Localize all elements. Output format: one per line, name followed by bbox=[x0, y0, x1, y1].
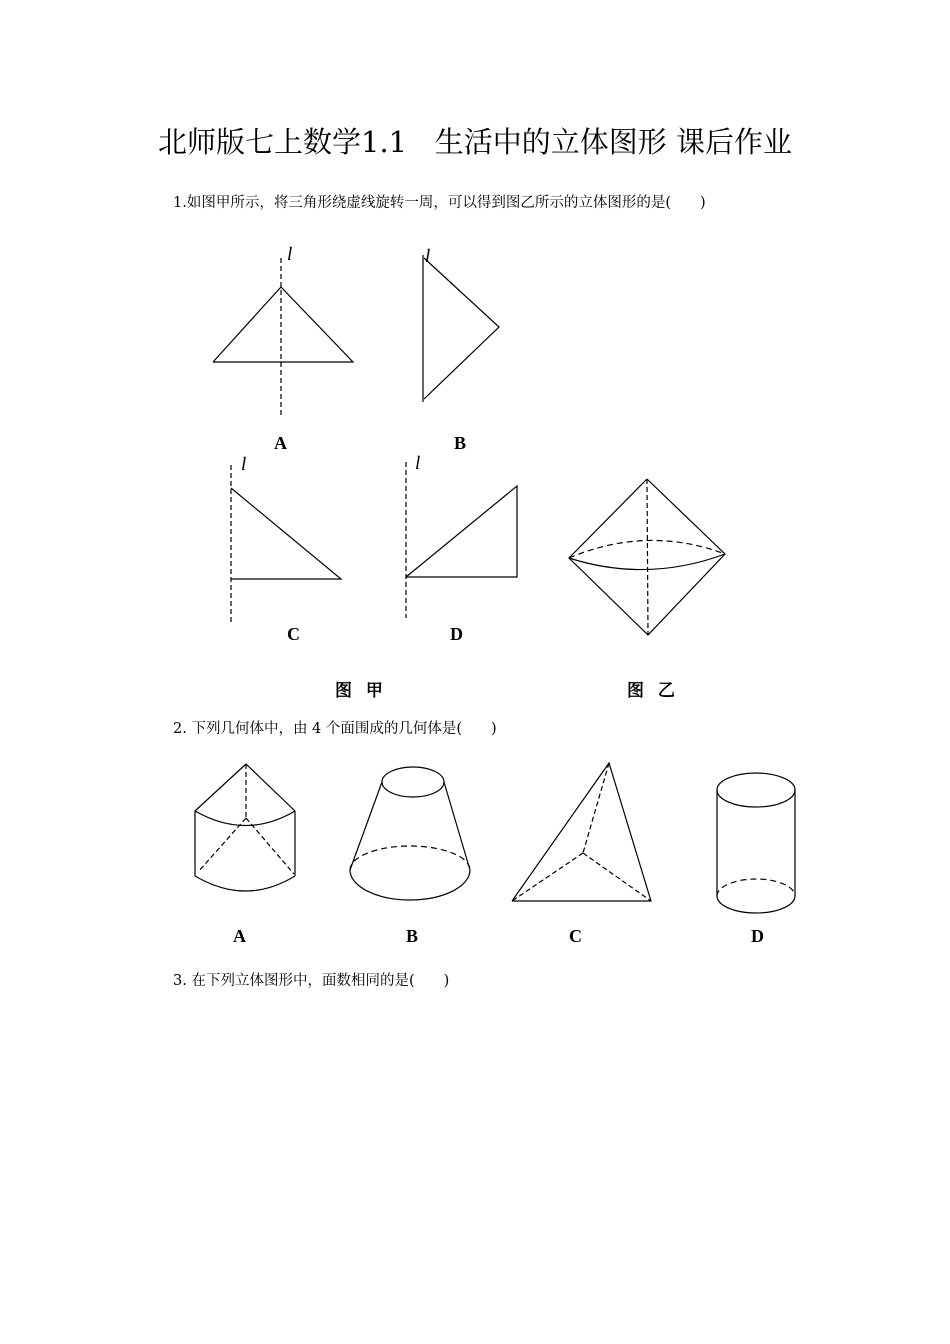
q2-option-d-label: D bbox=[751, 926, 764, 946]
figure-jia-caption: 图 甲 bbox=[335, 681, 387, 701]
q2-option-d-figure bbox=[717, 773, 795, 913]
q2-option-a-label: A bbox=[233, 926, 246, 946]
q2-option-c-label: C bbox=[569, 926, 582, 946]
question-3-text: 3. 在下列立体图形中，面数相同的是( ) bbox=[173, 973, 450, 989]
option-b-figure bbox=[423, 255, 499, 402]
title-number: 1.1 bbox=[361, 125, 408, 159]
double-cone-figure bbox=[569, 479, 725, 635]
q1-option-b-label: B bbox=[454, 433, 467, 453]
q2-option-c-figure bbox=[512, 763, 651, 901]
title-suffix: 生活中的立体图形 课后作业 bbox=[434, 125, 793, 159]
option-d-figure bbox=[406, 462, 517, 618]
axis-label-d: l bbox=[415, 453, 421, 474]
question-1-text: 1.如图甲所示，将三角形绕虚线旋转一周，可以得到图乙所示的立体图形的是( ) bbox=[173, 195, 706, 211]
q1-option-a-label: A bbox=[274, 433, 287, 453]
axis-label-c: l bbox=[241, 454, 247, 475]
q2-option-b-label: B bbox=[406, 926, 419, 946]
option-c-figure bbox=[231, 465, 341, 625]
figure-yi-caption: 图 乙 bbox=[627, 681, 679, 701]
axis-label-b: l bbox=[425, 246, 431, 267]
q1-option-c-label: C bbox=[287, 624, 300, 644]
title-prefix: 北师版七上数学 bbox=[157, 125, 361, 159]
question-2-text: 2. 下列几何体中，由 4 个面围成的几何体是( ) bbox=[173, 721, 497, 737]
q1-option-d-label: D bbox=[450, 624, 463, 644]
q2-option-b-figure bbox=[350, 767, 470, 900]
axis-label-a: l bbox=[287, 244, 293, 265]
q2-option-a-figure bbox=[195, 764, 295, 891]
option-a-figure bbox=[213, 258, 353, 418]
